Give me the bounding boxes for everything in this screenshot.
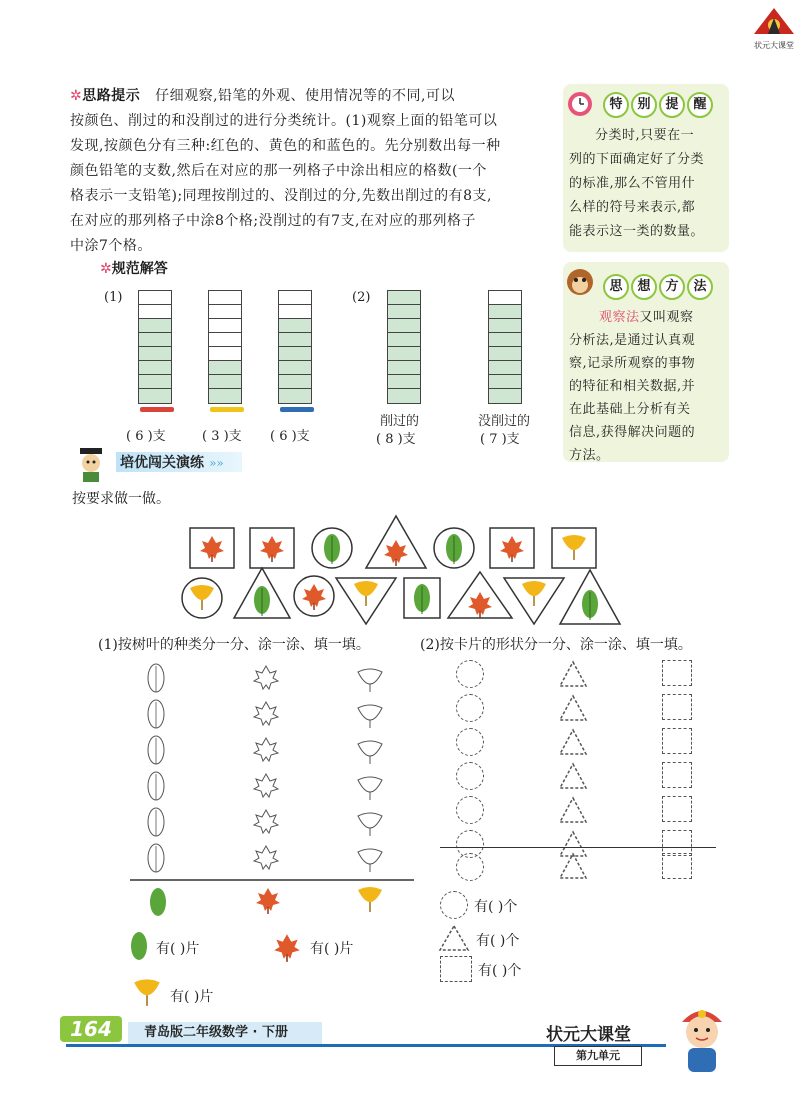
dashed-circle <box>456 796 484 824</box>
question-1: (1)按树叶的种类分一分、涂一涂、填一填。 <box>98 637 370 653</box>
grid-cell <box>139 319 171 333</box>
dashed-triangle <box>558 694 588 722</box>
circle-icon <box>440 891 468 919</box>
category-ginkgo-leaf-icon <box>358 887 382 912</box>
ginkgo-leaf-column <box>358 669 382 872</box>
hint-line: 按颜色、削过的和没削过的进行分类统计。(1)观察上面的铅笔可以 <box>70 113 498 129</box>
dashed-square <box>662 796 692 822</box>
square-card <box>250 528 294 568</box>
square-count-blank[interactable]: 有( )个 <box>478 963 522 979</box>
grid-cell <box>209 347 241 361</box>
triangle-card <box>448 572 512 618</box>
inverted-triangle-card <box>504 578 564 624</box>
hint-line: 中涂7个格。 <box>70 238 152 254</box>
dashed-square <box>662 660 692 686</box>
color-bar-grid <box>278 290 312 404</box>
part1-label: (1) <box>104 290 123 305</box>
dashed-circle <box>456 660 484 688</box>
maple-leaf-column <box>254 666 278 869</box>
grid-cell <box>388 361 420 375</box>
grid-cell <box>388 333 420 347</box>
logo-triangle-icon <box>752 6 796 36</box>
doctor-cartoon-icon <box>72 446 112 486</box>
flower-icon: ✲ <box>70 88 83 104</box>
hint-line: 格表示一支铅笔);同理按削过的、没削过的分,先数出削过的有8支, <box>70 188 492 204</box>
grid-cell <box>209 291 241 305</box>
dashed-square <box>662 762 692 788</box>
dashed-triangle <box>558 762 588 790</box>
mascot-icon <box>672 1000 732 1080</box>
square-card <box>490 528 534 568</box>
hint-line: 发现,按颜色分有三种:红色的、黄色的和蓝色的。先分别数出每一种 <box>70 138 501 154</box>
green-leaf-column <box>148 664 164 872</box>
grid-cell <box>209 333 241 347</box>
grid-cell <box>279 291 311 305</box>
triangle-card <box>366 516 426 568</box>
grid-cell <box>139 333 171 347</box>
grid-cell <box>209 305 241 319</box>
maple-leaf-icon <box>270 930 304 964</box>
yellow-pencil-icon <box>210 407 244 412</box>
sharpened-label: 削过的 <box>380 414 420 429</box>
grid-cell <box>388 375 420 389</box>
thinking-method-title: 思 想 方 法 <box>603 274 715 300</box>
triangle-card <box>560 570 620 624</box>
green-leaf-icon <box>128 930 150 966</box>
grid-cell <box>139 305 171 319</box>
grid-cell <box>279 361 311 375</box>
grid-cell <box>139 389 171 403</box>
category-maple-leaf-icon <box>256 888 280 914</box>
unsharpened-label: 没削过的 <box>478 414 531 429</box>
grid-cell <box>489 389 521 403</box>
grid-cell <box>139 291 171 305</box>
triangle-card <box>234 568 290 618</box>
blue-pencil-icon <box>280 407 314 412</box>
leaf-tally-chart <box>130 660 420 920</box>
circle-card <box>434 528 474 568</box>
book-title: 青岛版二年级数学 · 下册 <box>128 1022 322 1044</box>
triangle-count-blank[interactable]: 有( )个 <box>476 933 520 949</box>
chevron-right-icon: »» <box>209 456 224 470</box>
grid-cell <box>489 291 521 305</box>
grid-cell <box>489 319 521 333</box>
grid-cell <box>279 347 311 361</box>
special-reminder-text: 分类时,只要在一 列的下面确定好了分类 的标准,那么不管用什 么样的符号来表示,都 能表示这一类的数量。 <box>569 128 705 239</box>
hint-title: 思路提示 <box>82 88 141 104</box>
alarm-clock-icon <box>565 88 595 122</box>
leaf-cards <box>170 512 640 632</box>
grid-cell <box>279 375 311 389</box>
hint-line: 仔细观察,铅笔的外观、使用情况等的不同,可以 <box>155 88 455 104</box>
special-reminder-box <box>563 84 729 252</box>
maple-leaf-count-blank[interactable]: 有( )片 <box>310 941 354 957</box>
circle-card <box>182 578 222 618</box>
circle-card <box>294 576 334 616</box>
grid-cell <box>279 319 311 333</box>
grid-cell <box>388 305 420 319</box>
grid-cell <box>388 319 420 333</box>
dashed-triangle <box>558 728 588 756</box>
series-name: 状元大课堂 <box>546 1025 631 1045</box>
color-bar-grid <box>138 290 172 404</box>
triangle-icon <box>438 924 470 952</box>
hint-line: 在对应的那列格子中涂8个格;没削过的有7支,在对应的那列格子 <box>70 213 476 229</box>
grid-cell <box>489 305 521 319</box>
unsharpened-count: ( 7 )支 <box>480 432 520 447</box>
grid-cell <box>388 347 420 361</box>
color-bar-grid <box>208 290 242 404</box>
practice-banner: 培优闯关演练 »» <box>116 452 242 472</box>
unit-label: 第九单元 <box>554 1046 642 1066</box>
grid-cell <box>139 361 171 375</box>
ginkgo-leaf-count-blank[interactable]: 有( )片 <box>170 989 214 1005</box>
answer-blue-count: ( 6 )支 <box>270 429 310 444</box>
grid-cell <box>489 333 521 347</box>
square-card <box>190 528 234 568</box>
circle-card <box>312 528 352 568</box>
dashed-triangle <box>558 660 588 688</box>
grid-cell <box>139 347 171 361</box>
circle-category-icon <box>456 853 484 881</box>
shape-baseline <box>440 847 716 848</box>
square-category-icon <box>662 853 692 879</box>
grid-cell <box>388 291 420 305</box>
answer-red-count: ( 6 )支 <box>126 429 166 444</box>
red-pencil-icon <box>140 407 174 412</box>
grid-cell <box>139 375 171 389</box>
dashed-circle <box>456 762 484 790</box>
dashed-circle <box>456 694 484 722</box>
special-reminder-title: 特 别 提 醒 <box>603 92 715 118</box>
answer-yellow-count: ( 3 )支 <box>202 429 242 444</box>
grid-cell <box>209 319 241 333</box>
answer-title: ✲规范解答 <box>100 261 168 277</box>
circle-count-blank[interactable]: 有( )个 <box>474 899 518 915</box>
sharpened-count: ( 8 )支 <box>376 432 416 447</box>
triangle-category-icon <box>558 852 588 880</box>
grid-cell <box>489 375 521 389</box>
grid-cell <box>489 361 521 375</box>
grid-cell <box>388 389 420 403</box>
sharpened-bar-grid <box>488 290 522 404</box>
square-card <box>552 528 596 568</box>
grid-cell <box>209 375 241 389</box>
page-number: 164 <box>60 1016 122 1042</box>
corner-logo <box>752 6 796 50</box>
practice-instruction: 按要求做一做。 <box>72 491 170 507</box>
corner-logo-text: 状元大课堂 <box>754 41 794 50</box>
thinking-method-text: 观察法又叫观察 分析法,是通过认真观 察,记录所观察的事物 的特征和相关数据,并 在此基础上分析有关 信息,获得解决问题的 方法。 <box>569 310 696 463</box>
question-2: (2)按卡片的形状分一分、涂一涂、填一填。 <box>420 637 692 653</box>
grid-cell <box>489 347 521 361</box>
thinking-method-box <box>563 262 729 462</box>
grid-cell <box>209 389 241 403</box>
dashed-square <box>662 728 692 754</box>
sharpened-bar-grid <box>387 290 421 404</box>
grid-cell <box>279 333 311 347</box>
green-leaf-count-blank[interactable]: 有( )片 <box>156 941 200 957</box>
dashed-circle <box>456 728 484 756</box>
part2-label: (2) <box>352 290 371 305</box>
category-green-leaf-icon <box>150 888 166 916</box>
flower-icon: ✲ <box>100 261 112 277</box>
dashed-triangle <box>558 796 588 824</box>
dashed-square <box>662 694 692 720</box>
monkey-icon <box>563 264 597 302</box>
grid-cell <box>279 389 311 403</box>
square-card <box>404 578 440 618</box>
inverted-triangle-card <box>336 578 396 624</box>
hint-paragraph <box>70 84 552 259</box>
ginkgo-leaf-icon <box>130 974 164 1008</box>
hint-line: 颜色铅笔的支数,然后在对应的那一列格子中涂出相应的格数(一个 <box>70 163 487 179</box>
grid-cell <box>209 361 241 375</box>
grid-cell <box>279 305 311 319</box>
square-icon <box>440 956 472 982</box>
